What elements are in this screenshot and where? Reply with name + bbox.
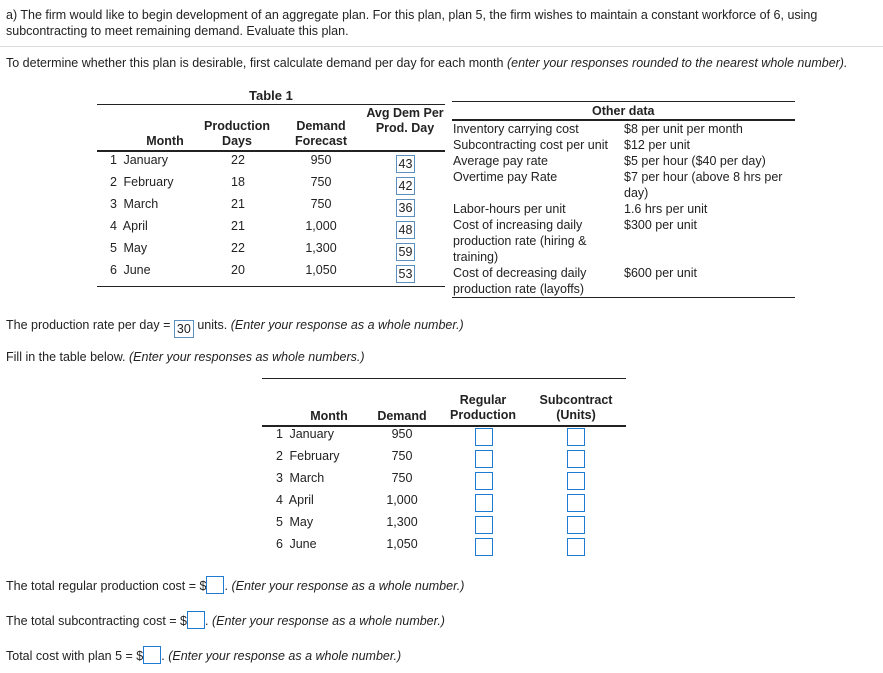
table1-header-days-line1: Production: [204, 119, 270, 133]
row-number: 2: [110, 175, 117, 189]
table2-header-sub-line1: Subcontract: [539, 393, 613, 407]
row-demand: 1,300: [305, 241, 337, 255]
row-month: June: [289, 537, 317, 551]
row-month: May: [123, 241, 148, 255]
row-demand: 750: [391, 449, 413, 463]
row-number: 5: [276, 515, 283, 529]
other-label: Subcontracting cost per unit: [453, 138, 608, 152]
regular-production-input[interactable]: [475, 494, 493, 512]
table2-row: [276, 471, 324, 485]
table2-row: [276, 427, 334, 441]
row-days: 22: [231, 241, 245, 255]
instruction-note: (enter your responses rounded to the nearest whole number).: [506, 56, 848, 70]
table1-header-days: [198, 119, 276, 149]
table1-header-rule: [97, 150, 445, 152]
row-demand: 1,000: [386, 493, 418, 507]
row-demand: 750: [310, 197, 332, 211]
row-number: 3: [110, 197, 117, 211]
table1-bottom-rule: [97, 286, 445, 287]
subcontract-cost-note: (Enter your response as a whole number.): [211, 614, 445, 628]
production-rate-note: (Enter your response as a whole number.): [230, 318, 464, 332]
production-rate-input[interactable]: 30: [174, 320, 194, 338]
table1-row: [110, 197, 158, 211]
other-label: Labor-hours per unit: [453, 202, 566, 216]
regular-production-input[interactable]: [475, 428, 493, 446]
table1-row: [110, 153, 168, 167]
equals-sign: =: [163, 318, 171, 332]
table2-header-demand: Demand: [377, 409, 427, 423]
table2-header-regular-line1: Regular: [459, 393, 507, 407]
row-demand: 750: [391, 471, 413, 485]
regular-production-input[interactable]: [475, 472, 493, 490]
total-cost-label: Total cost with plan 5 = $: [6, 649, 144, 663]
subcontract-input[interactable]: [567, 428, 585, 446]
period: .: [224, 579, 228, 593]
other-value: $12 per unit: [624, 138, 691, 152]
intro-line-1: a) The firm would like to begin development of an aggregate plan. For this plan, plan 5, the firm wishes to maintain a constant workforce of 6, using: [6, 8, 818, 22]
row-month: February: [123, 175, 174, 189]
table1-header-demand-line1: Demand: [296, 119, 346, 133]
other-value: day): [624, 186, 649, 200]
other-label: training): [453, 250, 499, 264]
row-number: 4: [110, 219, 117, 233]
table1-row: [110, 241, 147, 255]
other-label: Cost of increasing daily: [453, 218, 583, 232]
row-days: 18: [231, 175, 245, 189]
row-number: 5: [110, 241, 117, 255]
other-data-title: Other data: [592, 104, 655, 118]
subcontract-input[interactable]: [567, 516, 585, 534]
row-demand: 950: [310, 153, 332, 167]
row-demand: 750: [310, 175, 332, 189]
row-days: 21: [231, 197, 245, 211]
table1-header-avg-line1: Avg Dem Per: [366, 106, 444, 120]
row-number: 1: [276, 427, 283, 441]
row-month: June: [123, 263, 151, 277]
instruction-text: To determine whether this plan is desirable, first calculate demand per day for each month: [6, 56, 507, 70]
other-value: 1.6 hrs per unit: [624, 202, 708, 216]
other-value: $8 per unit per month: [624, 122, 743, 136]
subcontract-input[interactable]: [567, 538, 585, 556]
table1-row: [110, 263, 151, 277]
regular-cost-label: The total regular production cost = $: [6, 579, 207, 593]
subcontract-cost-label: The total subcontracting cost = $: [6, 614, 188, 628]
fill-instruction-note: (Enter your responses as whole numbers.): [129, 350, 365, 364]
regular-cost-input[interactable]: [206, 576, 224, 594]
fill-instruction-text: Fill in the table below.: [6, 350, 126, 364]
avg-demand-input[interactable]: 48: [396, 221, 415, 239]
table1-header-days-line2: Days: [222, 134, 252, 148]
regular-production-input[interactable]: [475, 538, 493, 556]
subcontract-cost-line: [6, 611, 445, 629]
table2-header-sub-line2: (Units): [556, 408, 596, 422]
row-number: 6: [276, 537, 283, 551]
other-bottom-rule: [452, 297, 795, 298]
regular-production-input[interactable]: [475, 450, 493, 468]
production-rate-label: The production rate per day: [6, 318, 160, 332]
row-number: 3: [276, 471, 283, 485]
subcontract-input[interactable]: [567, 472, 585, 490]
table1-row: [110, 175, 174, 189]
row-month: January: [289, 427, 334, 441]
intro-line-2: subcontracting to meet remaining demand. Evaluate this plan.: [6, 24, 349, 38]
other-header-rule: [452, 119, 795, 121]
row-demand: 1,050: [386, 537, 418, 551]
regular-production-input[interactable]: [475, 516, 493, 534]
table2-header-regular-line2: Production: [450, 408, 516, 422]
production-rate-units: units.: [197, 318, 228, 332]
subcontract-input[interactable]: [567, 494, 585, 512]
table1-top-rule: [97, 104, 445, 105]
other-top-rule: [452, 101, 795, 102]
row-days: 21: [231, 219, 245, 233]
row-demand: 1,050: [305, 263, 337, 277]
other-label: production rate (hiring &: [453, 234, 587, 248]
row-demand: 1,300: [386, 515, 418, 529]
row-number: 1: [110, 153, 117, 167]
fill-instruction: [6, 350, 365, 364]
other-value: $300 per unit: [624, 218, 697, 232]
other-value: $7 per hour (above 8 hrs per: [624, 170, 783, 184]
row-number: 6: [110, 263, 117, 277]
table2-header-regular: [445, 393, 521, 423]
table1-header-month: Month: [146, 134, 184, 148]
table2-top-rule: [262, 378, 626, 379]
avg-demand-input[interactable]: 59: [396, 243, 415, 261]
regular-cost-line: [6, 576, 464, 594]
other-value: $5 per hour ($40 per day): [624, 154, 766, 168]
total-cost-input[interactable]: [143, 646, 161, 664]
table2-row: [276, 515, 313, 529]
table2-header-subcontract: [533, 393, 619, 423]
other-label: Average pay rate: [453, 154, 548, 168]
table1-header-avg-line2: Prod. Day: [375, 121, 435, 135]
subcontract-cost-input[interactable]: [187, 611, 205, 629]
production-rate-line: [6, 318, 464, 338]
row-demand: 950: [391, 427, 413, 441]
other-label: Cost of decreasing daily: [453, 266, 587, 280]
row-demand: 1,000: [305, 219, 337, 233]
avg-demand-input[interactable]: 53: [396, 265, 415, 283]
avg-demand-input[interactable]: 42: [396, 177, 415, 195]
row-month: March: [289, 471, 325, 485]
total-cost-line: [6, 646, 401, 664]
table1-title: Table 1: [249, 88, 293, 103]
table1-header-demand: [282, 119, 360, 149]
row-number: 4: [276, 493, 283, 507]
table1-row: [110, 219, 148, 233]
avg-demand-input[interactable]: 43: [396, 155, 415, 173]
period: .: [205, 614, 209, 628]
other-value: $600 per unit: [624, 266, 697, 280]
period: .: [161, 649, 165, 663]
table2-header-month: Month: [310, 409, 348, 423]
table2-row: [276, 493, 314, 507]
other-label: Overtime pay Rate: [453, 170, 558, 184]
row-month: March: [123, 197, 159, 211]
row-month: January: [123, 153, 168, 167]
table2-row: [276, 449, 340, 463]
other-label: Inventory carrying cost: [453, 122, 579, 136]
subcontract-input[interactable]: [567, 450, 585, 468]
avg-demand-input[interactable]: 36: [396, 199, 415, 217]
total-cost-note: (Enter your response as a whole number.): [168, 649, 402, 663]
instruction: [6, 56, 847, 70]
row-month: February: [289, 449, 340, 463]
row-month: April: [288, 493, 314, 507]
other-label: production rate (layoffs): [453, 282, 585, 296]
divider: [0, 46, 883, 47]
table2-row: [276, 537, 317, 551]
row-days: 22: [231, 153, 245, 167]
row-month: May: [289, 515, 314, 529]
regular-cost-note: (Enter your response as a whole number.): [231, 579, 465, 593]
table1-header-avg: [360, 106, 450, 136]
table1-header-demand-line2: Forecast: [294, 134, 348, 148]
row-days: 20: [231, 263, 245, 277]
row-month: April: [122, 219, 148, 233]
row-number: 2: [276, 449, 283, 463]
